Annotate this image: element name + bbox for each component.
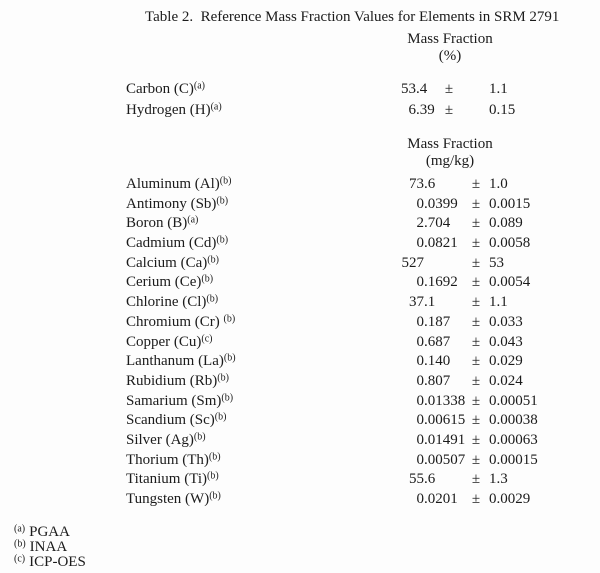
table-title: Table 2. Reference Mass Fraction Values for Elements in SRM 2791 [145,9,560,25]
table-row [0,273,600,293]
plus-minus-sign: ± [471,412,481,429]
element-label: Chlorine $(Cl)^{(b)}$ [126,293,219,311]
plus-minus-sign: ± [471,471,481,488]
element-method-note: (b) [216,234,229,246]
element-method-note: (a) [187,214,199,226]
value-fraction-part: .1 [424,294,436,311]
value-fraction-part: .140 [424,353,451,370]
plus-minus-sign: ± [444,81,454,97]
uncertainty-value: 0.033 [489,313,523,330]
footnote-marker: (a) [14,523,26,535]
element-method-note: (b) [221,392,234,404]
plus-minus-sign: ± [471,215,481,232]
value-fraction-part [424,254,469,274]
uncertainty-value: 0.15 [489,102,516,118]
plus-minus-sign: ± [471,176,481,192]
plus-minus-sign: ± [471,294,481,311]
value-integer-part: 0 [416,235,424,252]
uncertainty-value: 0.00063 [489,431,538,448]
table-row [0,293,600,313]
value-integer-part: 0 [416,333,424,350]
uncertainty-value: 0.00015 [489,451,538,468]
element-method-note: (a) [210,101,222,113]
value-fraction-part: .00615 [424,412,466,429]
table-section-percent [0,79,600,121]
uncertainty-value: 1.3 [489,471,508,488]
value-integer-part: 6 [408,102,416,118]
plus-minus-sign: ± [471,274,481,291]
column-gap [456,100,489,121]
plus-minus-sign: ± [471,254,481,271]
value-fraction-part: .4 [416,81,428,97]
value-fraction-part: .01491 [424,431,466,448]
element-method-note: (c) [201,333,213,344]
element-method-note: (b) [223,313,236,325]
uncertainty-value: 0.00051 [489,392,538,409]
element-label: Chromium (Cr) $^{(b)}$ [126,313,236,330]
uncertainty-value: 53 [489,254,504,271]
plus-minus-sign: ± [471,353,481,370]
value-fraction-part: .1692 [424,274,458,291]
uncertainty-value: 0.024 [489,372,523,389]
element-label: Samarium $(Sm)^{(b)}$ [126,392,234,409]
value-integer-part: 0 [416,353,424,370]
column-gap [456,79,489,100]
element-method-note: (b) [209,490,221,502]
uncertainty-value: 1.1 [489,294,508,311]
element-label: Hydrogen $(H)^{(a)}$ [126,101,222,118]
element-label: Antimony $(Sb)^{(b)}$ [126,195,229,212]
element-label: Boron $(B)^{(a)}$ [126,214,199,232]
table-row [0,411,600,431]
element-label: Thorium $(Th)^{(b)}$ [126,451,221,468]
element-method-note: (b) [214,411,227,423]
element-label: Lanthanum $(La)^{(b)}$ [126,352,236,370]
table-row [0,313,600,333]
value-fraction-part: .00507 [424,451,466,468]
value-integer-part: 37 [409,294,424,311]
element-method-note: (a) [193,80,206,92]
value-fraction-part: .0399 [424,195,458,212]
value-integer-part: 0 [416,313,424,330]
table-row [0,352,600,372]
plus-minus-sign: ± [471,333,481,350]
value-integer-part: 0 [416,431,424,448]
plus-minus-sign: ± [471,313,481,330]
column-header-unit: (%) [438,47,462,64]
uncertainty-value: 0.0058 [489,235,531,252]
plus-minus-sign: ± [471,372,481,389]
column-header-mass-fraction-mgkg [370,136,530,169]
footnote-label: PGAA [29,524,70,540]
element-method-note: (b) [201,273,214,285]
footnote-marker: (c) [14,553,26,565]
element-label: Calcium $(Ca)^{(b)}$ [126,254,219,271]
table-row [0,431,600,451]
value-fraction-part: .6 [424,471,436,488]
table-section-mgkg [0,175,600,510]
value-integer-part: 527 [401,254,424,271]
footnote-marker: (b) [14,538,26,550]
footnote-line [14,555,86,570]
element-label: Silver $(Ag)^{(b)}$ [126,431,206,448]
plus-minus-sign: ± [444,102,454,118]
value-fraction-part: .0201 [424,491,458,507]
column-header-unit: (mg/kg) [425,152,475,169]
uncertainty-value: 0.089 [489,215,523,232]
element-label: Rubidium $(Rb)^{(b)}$ [126,372,229,389]
element-method-note: (b) [206,293,219,305]
element-label: Tungsten $(W)^{(b)}$ [126,490,221,507]
element-method-note: (b) [216,195,229,207]
value-integer-part: 0 [416,195,424,212]
uncertainty-value: 0.043 [489,333,523,350]
value-integer-part: 0 [416,372,424,389]
value-fraction-part: .687 [424,333,451,350]
column-header-label: Mass Fraction [407,31,493,47]
value-fraction-part: .187 [424,313,451,330]
table-row [0,100,600,121]
table-row [0,372,600,392]
uncertainty-value: 0.0054 [489,274,531,291]
table-row [0,254,600,274]
element-method-note: (b) [207,254,219,266]
element-method-note: (b) [223,352,236,364]
table-row [0,175,600,195]
value-fraction-part: .0821 [424,235,458,252]
table-row [0,333,600,353]
value-fraction-part: .704 [424,215,451,232]
value-integer-part: 53 [401,81,416,97]
element-label: Copper $(Cu)^{(c)}$ [126,333,213,350]
element-label: Titanium $(Ti)^{(b)}$ [126,470,219,488]
value-fraction-part: .6 [424,176,436,192]
column-header-label: Mass Fraction [407,136,493,152]
element-label: Scandium $(Sc)^{(b)}$ [126,411,227,429]
table-row [0,234,600,254]
value-integer-part: 0 [416,392,424,409]
element-label: Aluminum $(Al)^{(b)}$ [126,175,232,192]
value-integer-part: 0 [416,274,424,291]
element-method-note: (b) [207,470,219,482]
element-label: Cadmium $(Cd)^{(b)}$ [126,234,229,252]
element-label: Cerium $(Ce)^{(b)}$ [126,273,214,291]
plus-minus-sign: ± [471,392,481,409]
uncertainty-value: 0.029 [489,353,523,370]
plus-minus-sign: ± [471,451,481,468]
plus-minus-sign: ± [471,235,481,252]
uncertainty-value: 0.00038 [489,412,538,429]
table-row [0,195,600,215]
value-fraction-part: .01338 [424,392,466,409]
uncertainty-value: 0.0015 [489,195,531,212]
value-integer-part: 0 [416,412,424,429]
element-label: Carbon $(C)^{(a)}$ [126,80,206,97]
footnotes [14,525,86,571]
plus-minus-sign: ± [471,431,481,448]
value-integer-part: 73 [409,176,424,192]
uncertainty-value: 1.1 [489,81,508,97]
plus-minus-sign: ± [471,195,481,212]
plus-minus-sign: ± [471,491,481,507]
table-row [0,392,600,412]
element-method-note: (b) [217,372,229,384]
value-fraction-part: .807 [424,372,451,389]
table-row [0,214,600,234]
footnote-label: INAA [29,539,68,556]
element-method-note: (b) [193,431,206,443]
uncertainty-value: 1.0 [489,176,508,192]
value-fraction-part: .39 [416,102,435,118]
footnote-label: ICP-OES [29,554,86,571]
element-method-note: (b) [208,451,221,463]
table-row [0,490,600,510]
column-header-mass-fraction-percent [370,31,530,64]
uncertainty-value: 0.0029 [489,491,531,507]
value-integer-part: 2 [416,215,424,232]
table-row [0,470,600,490]
value-integer-part: 0 [416,451,424,468]
table-row [0,451,600,471]
table-row [0,79,600,100]
value-integer-part: 55 [409,471,424,488]
value-integer-part: 0 [416,491,424,507]
element-method-note: (b) [219,175,232,187]
